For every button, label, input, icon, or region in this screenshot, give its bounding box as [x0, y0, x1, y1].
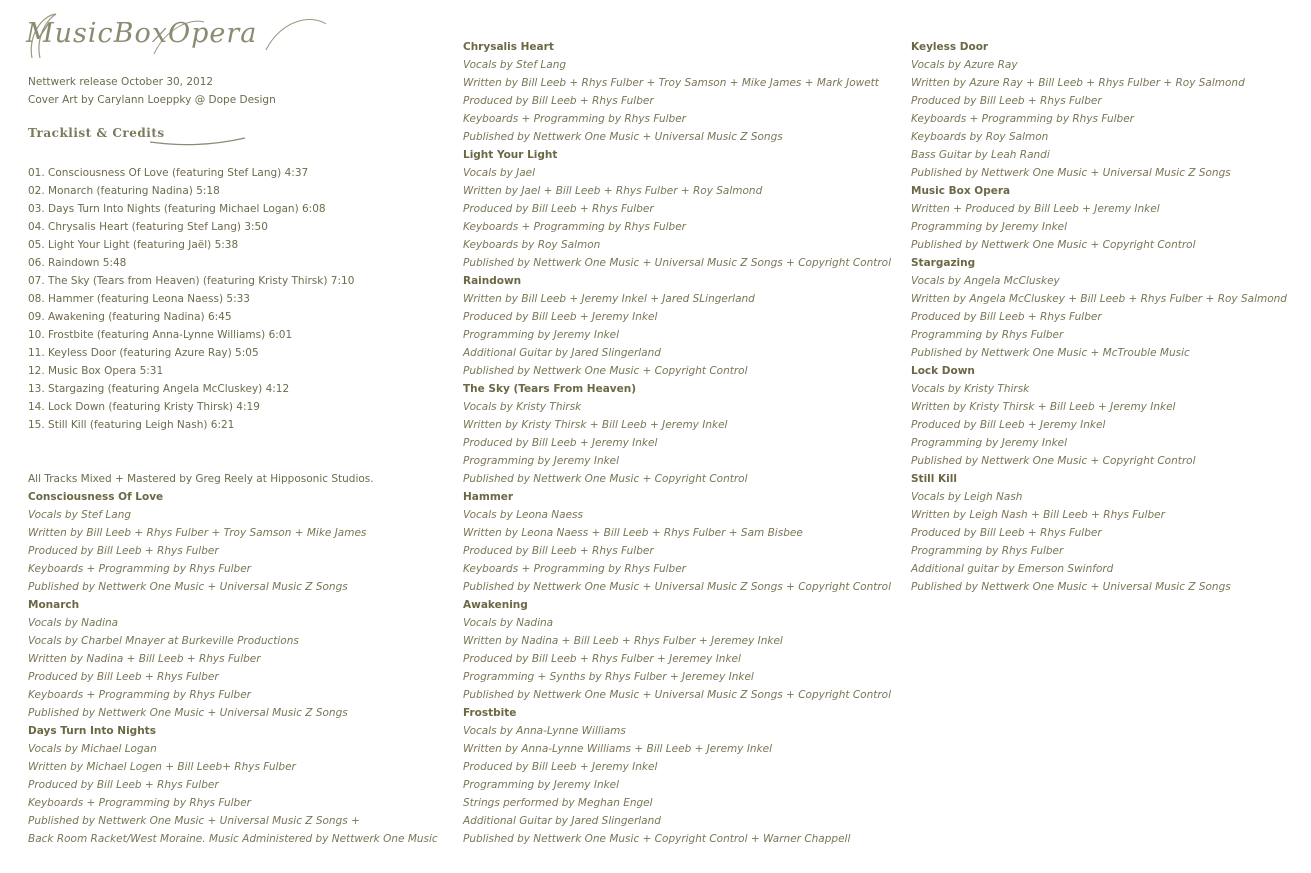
credit-line: Produced by Bill Leeb + Rhys Fulber — [463, 545, 654, 557]
credit-line: Programming by Rhys Fulber — [911, 545, 1064, 557]
track-item: 05. Light Your Light (featuring Jaël) 5:38 — [28, 239, 239, 251]
song-title: Lock Down — [911, 365, 975, 377]
credit-line: Published by Nettwerk One Music + Universal Music Z Songs + Copyright Control — [463, 257, 892, 269]
track-item: 03. Days Turn Into Nights (featuring Michael Logan) 6:08 — [28, 203, 326, 215]
track-item: 15. Still Kill (featuring Leigh Nash) 6:21 — [28, 419, 235, 431]
song-title: Hammer — [463, 491, 514, 503]
credit-line: Produced by Bill Leeb + Rhys Fulber — [911, 95, 1102, 107]
credit-line: Produced by Bill Leeb + Rhys Fulber — [463, 95, 654, 107]
song-title: Days Turn Into Nights — [28, 725, 156, 737]
credit-line: Vocals by Leigh Nash — [911, 491, 1023, 503]
credit-line: Keyboards + Programming by Rhys Fulber — [911, 113, 1134, 125]
release-info: Nettwerk release October 30, 2012 — [28, 76, 214, 88]
credit-line: Vocals by Kristy Thirsk — [463, 401, 582, 413]
credit-line: Produced by Bill Leeb + Rhys Fulber — [28, 545, 219, 557]
credit-line: Published by Nettwerk One Music + Universal Music Z Songs — [911, 167, 1231, 179]
credit-line: Programming by Jeremy Inkel — [463, 329, 620, 341]
credit-line: Written by Kristy Thirsk + Bill Leeb + Jeremy Inkel — [911, 401, 1176, 413]
credit-line: Programming by Jeremy Inkel — [463, 455, 620, 467]
tracklist-heading: Tracklist & Credits — [28, 126, 165, 140]
credit-line: Vocals by Jael — [463, 167, 536, 179]
credit-line: Published by Nettwerk One Music + Universal Music Z Songs — [28, 581, 348, 593]
credit-line: Published by Nettwerk One Music + Copyright Control — [911, 455, 1196, 467]
song-title: Monarch — [28, 599, 80, 611]
song-title: The Sky (Tears From Heaven) — [463, 383, 637, 395]
credit-line: Published by Nettwerk One Music + Universal Music Z Songs + Copyright Control — [463, 581, 892, 593]
credit-line: Written by Anna-Lynne Williams + Bill Leeb + Jeremy Inkel — [463, 743, 773, 755]
track-item: 13. Stargazing (featuring Angela McCluskey) 4:12 — [28, 383, 290, 395]
credit-line: Vocals by Nadina — [28, 617, 119, 629]
credit-line: Programming by Jeremy Inkel — [911, 437, 1068, 449]
credit-line: Written by Leigh Nash + Bill Leeb + Rhys Fulber — [911, 509, 1165, 521]
song-title: Stargazing — [911, 257, 976, 269]
mastering-note: All Tracks Mixed + Mastered by Greg Reely at Hipposonic Studios. — [28, 473, 374, 485]
track-item: 11. Keyless Door (featuring Azure Ray) 5:05 — [28, 347, 259, 359]
credit-line: Vocals by Azure Ray — [911, 59, 1018, 71]
credit-line: Written by Angela McCluskey + Bill Leeb + Rhys Fulber + Roy Salmond — [911, 293, 1287, 305]
credit-line: Published by Nettwerk One Music + Universal Music Z Songs + — [28, 815, 360, 827]
credit-line: Produced by Bill Leeb + Jeremy Inkel — [463, 437, 658, 449]
credit-line: Vocals by Leona Naess — [463, 509, 583, 521]
credit-line: Vocals by Charbel Mnayer at Burkeville Productions — [28, 635, 299, 647]
credit-line: Published by Nettwerk One Music + Copyright Control — [463, 365, 748, 377]
credit-line: Programming by Rhys Fulber — [911, 329, 1064, 341]
credit-line: Written by Bill Leeb + Jeremy Inkel + Jared SLingerland — [463, 293, 755, 305]
credit-line: Strings performed by Meghan Engel — [463, 797, 653, 809]
song-title: Consciousness Of Love — [28, 491, 164, 503]
track-item: 10. Frostbite (featuring Anna-Lynne Williams) 6:01 — [28, 329, 293, 341]
credit-line: Additional Guitar by Jared Slingerland — [463, 815, 661, 827]
credit-line: Vocals by Stef Lang — [463, 59, 567, 71]
credit-line: Published by Nettwerk One Music + Copyright Control — [463, 473, 748, 485]
song-title: Frostbite — [463, 707, 517, 719]
track-item: 08. Hammer (featuring Leona Naess) 5:33 — [28, 293, 250, 305]
credit-line: Written by Bill Leeb + Rhys Fulber + Troy Samson + Mike James + Mark Jowett — [463, 77, 879, 89]
credit-line: Programming by Jeremy Inkel — [911, 221, 1068, 233]
credit-line: Published by Nettwerk One Music + Universal Music Z Songs + Copyright Control — [463, 689, 892, 701]
album-logo — [26, 8, 356, 64]
credit-line: Vocals by Michael Logan — [28, 743, 157, 755]
credit-line: Additional guitar by Emerson Swinford — [911, 563, 1114, 575]
song-title: Chrysalis Heart — [463, 41, 554, 53]
credit-line: Vocals by Kristy Thirsk — [911, 383, 1030, 395]
credit-line: Produced by Bill Leeb + Rhys Fulber — [911, 527, 1102, 539]
track-item: 09. Awakening (featuring Nadina) 6:45 — [28, 311, 232, 323]
song-title: Raindown — [463, 275, 522, 287]
track-item: 12. Music Box Opera 5:31 — [28, 365, 164, 377]
track-item: 14. Lock Down (featuring Kristy Thirsk) 4:19 — [28, 401, 260, 413]
credit-line: Vocals by Stef Lang — [28, 509, 132, 521]
song-title: Light Your Light — [463, 149, 558, 161]
credit-line: Written by Jael + Bill Leeb + Rhys Fulber + Roy Salmond — [463, 185, 763, 197]
credit-line: Keyboards by Roy Salmon — [463, 239, 601, 251]
credit-line: Produced by Bill Leeb + Rhys Fulber — [463, 203, 654, 215]
credit-line: Bass Guitar by Leah Randi — [911, 149, 1050, 161]
album-logo-text: MusicBoxOpera — [26, 18, 258, 49]
credit-line: Written by Nadina + Bill Leeb + Rhys Fulber — [28, 653, 261, 665]
credit-line: Written by Nadina + Bill Leeb + Rhys Fulber + Jeremey Inkel — [463, 635, 783, 647]
credit-line: Published by Nettwerk One Music + McTrouble Music — [911, 347, 1190, 359]
credit-line: Produced by Bill Leeb + Rhys Fulber — [911, 311, 1102, 323]
credit-line: Vocals by Nadina — [463, 617, 554, 629]
credit-line: Keyboards + Programming by Rhys Fulber — [28, 689, 251, 701]
credit-line: Published by Nettwerk One Music + Universal Music Z Songs — [911, 581, 1231, 593]
credit-line: Produced by Bill Leeb + Rhys Fulber + Jeremey Inkel — [463, 653, 741, 665]
track-item: 02. Monarch (featuring Nadina) 5:18 — [28, 185, 220, 197]
credit-line: Produced by Bill Leeb + Rhys Fulber — [28, 671, 219, 683]
credit-line: Produced by Bill Leeb + Rhys Fulber — [28, 779, 219, 791]
credit-line: Published by Nettwerk One Music + Copyright Control — [911, 239, 1196, 251]
credit-line: Published by Nettwerk One Music + Universal Music Z Songs — [28, 707, 348, 719]
credit-line: Vocals by Anna-Lynne Williams — [463, 725, 626, 737]
credit-line: Written by Michael Logen + Bill Leeb+ Rhys Fulber — [28, 761, 296, 773]
credit-line: Written by Bill Leeb + Rhys Fulber + Troy Samson + Mike James — [28, 527, 367, 539]
credit-line: Published by Nettwerk One Music + Universal Music Z Songs — [463, 131, 783, 143]
credit-line: Written by Leona Naess + Bill Leeb + Rhys Fulber + Sam Bisbee — [463, 527, 803, 539]
song-title: Still Kill — [911, 473, 957, 485]
track-item: 06. Raindown 5:48 — [28, 257, 127, 269]
credits-column-1 — [28, 488, 438, 848]
credit-line: Written by Kristy Thirsk + Bill Leeb + Jeremy Inkel — [463, 419, 728, 431]
credit-line: Keyboards + Programming by Rhys Fulber — [463, 563, 686, 575]
credit-line: Keyboards + Programming by Rhys Fulber — [28, 563, 251, 575]
credit-line: Back Room Racket/West Moraine. Music Administered by Nettwerk One Music — [28, 833, 438, 845]
song-title: Awakening — [463, 599, 528, 611]
credit-line: Programming + Synths by Rhys Fulber + Jeremey Inkel — [463, 671, 754, 683]
cover-art-credit: Cover Art by Carylann Loeppky @ Dope Design — [28, 94, 276, 106]
heading-swash — [150, 132, 250, 148]
credits-column-3 — [911, 38, 1287, 596]
tracklist — [28, 164, 354, 434]
credit-line: Keyboards + Programming by Rhys Fulber — [463, 113, 686, 125]
credit-line: Published by Nettwerk One Music + Copyright Control + Warner Chappell — [463, 833, 851, 845]
credit-line: Vocals by Angela McCluskey — [911, 275, 1060, 287]
credit-line: Written + Produced by Bill Leeb + Jeremy Inkel — [911, 203, 1160, 215]
credit-line: Additional Guitar by Jared Slingerland — [463, 347, 661, 359]
song-title: Music Box Opera — [911, 185, 1011, 197]
credit-line: Written by Azure Ray + Bill Leeb + Rhys Fulber + Roy Salmond — [911, 77, 1245, 89]
track-item: 01. Consciousness Of Love (featuring Stef Lang) 4:37 — [28, 167, 309, 179]
track-item: 04. Chrysalis Heart (featuring Stef Lang) 3:50 — [28, 221, 268, 233]
credit-line: Produced by Bill Leeb + Jeremy Inkel — [463, 761, 658, 773]
credits-column-2 — [463, 38, 891, 848]
credit-line: Keyboards by Roy Salmon — [911, 131, 1049, 143]
credit-line: Programming by Jeremy Inkel — [463, 779, 620, 791]
song-title: Keyless Door — [911, 41, 989, 53]
credit-line: Produced by Bill Leeb + Jeremy Inkel — [463, 311, 658, 323]
track-item: 07. The Sky (Tears from Heaven) (featuring Kristy Thirsk) 7:10 — [28, 275, 355, 287]
credit-line: Produced by Bill Leeb + Jeremy Inkel — [911, 419, 1106, 431]
credit-line: Keyboards + Programming by Rhys Fulber — [463, 221, 686, 233]
credit-line: Keyboards + Programming by Rhys Fulber — [28, 797, 251, 809]
